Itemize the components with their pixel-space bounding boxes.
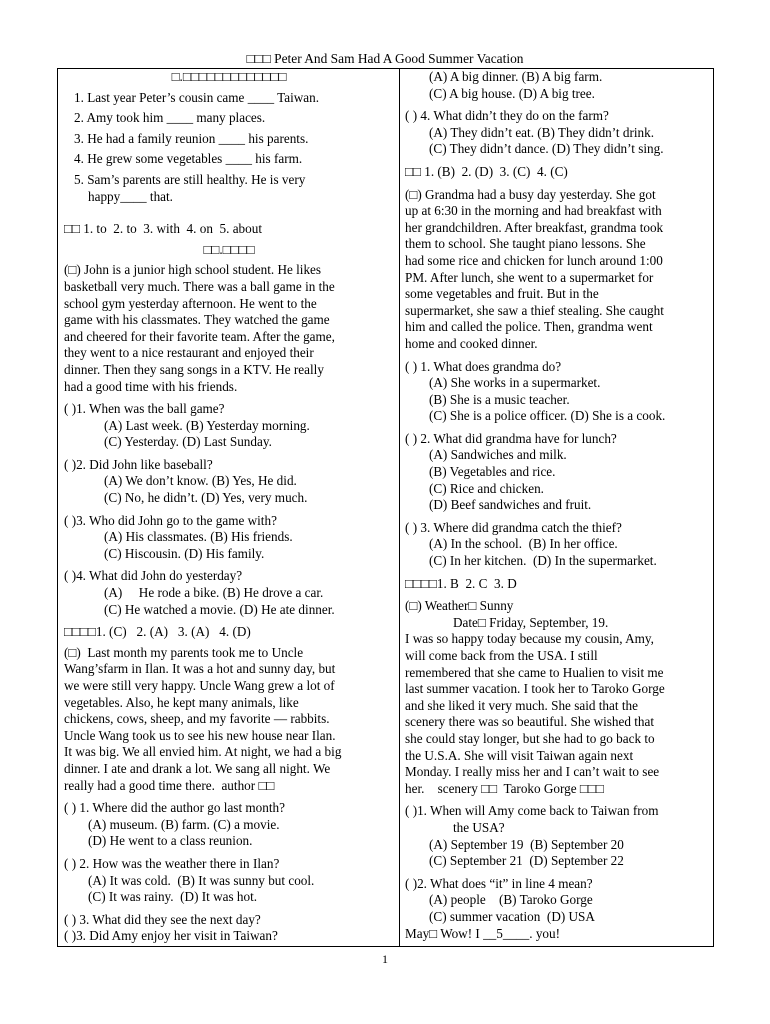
option-line: (C) September 21 (D) September 22	[429, 853, 624, 869]
passage-line: May□ Wow! I __5____. you!	[405, 925, 561, 941]
question-line-cont: the USA?	[453, 819, 505, 835]
question-line: ( ) 3. Where did grandma catch the thief?	[405, 519, 622, 535]
passage-line: they went to a nice restaurant and enjoyed their	[64, 345, 314, 361]
option-line: (A) museum. (B) farm. (C) a movie.	[88, 816, 280, 832]
passage-line: (□) John is a junior high school student. He likes	[64, 262, 322, 278]
passage-line: will come back from the USA. I still	[405, 648, 598, 663]
option-line: (C) summer vacation (D) USA	[429, 908, 595, 924]
diary-weather: (□) Weather□ Sunny	[405, 598, 514, 614]
passage-line: game with his classmates. They watched the game	[64, 312, 330, 328]
passage-line: had a good time with his friends.	[64, 378, 238, 394]
question-line: ( )1. When was the ball game?	[64, 401, 225, 417]
option-line: (A) September 19 (B) September 20	[429, 836, 624, 852]
option-line: (B) She is a music teacher.	[429, 391, 570, 407]
option-line: (C) He watched a movie. (D) He ate dinner.	[104, 601, 335, 617]
passage-line: really had a good time there. author □□	[64, 777, 275, 793]
passage-line: some vegetables and fruit. But in the	[405, 286, 599, 302]
option-line: (A) She works in a supermarket.	[429, 375, 601, 391]
option-line: (C) They didn’t dance. (D) They didn’t sing.	[429, 141, 664, 157]
passage-line: she could stay longer, but she had to go back to	[405, 730, 655, 746]
option-line: (C) Yesterday. (D) Last Sunday.	[104, 434, 272, 450]
option-line: (C) Rice and chicken.	[429, 480, 544, 496]
answer-key: □□ 1. to 2. to 3. with 4. on 5. about	[64, 221, 262, 237]
question-line: ( ) 2. How was the weather there in Ilan?	[64, 855, 280, 871]
fill-item: 3. He had a family reunion ____ his parents.	[74, 130, 309, 146]
page-number: 1	[382, 952, 388, 966]
question-line: ( )1. When will Amy come back to Taiwan from	[405, 803, 659, 819]
section-heading-reading: □□.□□□□	[203, 241, 255, 257]
option-line: (B) Vegetables and rice.	[429, 464, 556, 480]
fill-item: 5. Sam’s parents are still healthy. He is very	[74, 171, 306, 187]
passage-line: remembered that she came to Hualien to visit me	[405, 664, 664, 680]
document-title: □□□ Peter And Sam Had A Good Summer Vacation	[246, 51, 524, 66]
option-line: (A) We don’t know. (B) Yes, He did.	[104, 473, 297, 489]
passage-line: Wang’sfarm in Ilan. It was a hot and sunny day, but	[64, 661, 336, 677]
passage-line: and cheered for their favorite team. After the game,	[64, 328, 335, 344]
left-column	[64, 69, 394, 945]
option-line: (A) A big dinner. (B) A big farm.	[429, 69, 603, 84]
passage-line: we were still very happy. Uncle Wang grew a lot of	[64, 678, 335, 693]
option-line: (D) Beef sandwiches and fruit.	[429, 497, 592, 513]
question-line: ( ) 4. What didn’t they do on the farm?	[405, 108, 609, 124]
option-line: (C) Hiscousin. (D) His family.	[104, 545, 265, 561]
passage-line: I was so happy today because my cousin, Amy,	[405, 631, 654, 647]
option-line: (C) It was rainy. (D) It was hot.	[88, 889, 258, 905]
option-line: (C) No, he didn’t. (D) Yes, very much.	[104, 490, 308, 506]
passage-line: It was big. We all envied him. At night, we had a big	[64, 744, 342, 760]
passage-line: him and called the police. Then, grandma went	[405, 319, 653, 335]
option-line: (A) His classmates. (B) His friends.	[104, 529, 293, 545]
question-line: ( )4. What did John do yesterday?	[64, 568, 243, 584]
option-line: (C) In her kitchen. (D) In the supermarket.	[429, 553, 657, 569]
passage-line: them to school. She taught piano lessons. She	[405, 236, 646, 252]
question-line: ( )2. What does “it” in line 4 mean?	[405, 875, 593, 891]
column-divider	[399, 68, 400, 947]
passage-line: basketball very much. There was a ball game in the	[64, 278, 335, 294]
passage-line: home and cooked dinner.	[405, 335, 538, 351]
answer-key: □□ 1. (B) 2. (D) 3. (C) 4. (C)	[405, 163, 568, 179]
question-line: ( )2. Did John like baseball?	[64, 456, 213, 472]
option-line: (A) Last week. (B) Yesterday morning.	[104, 417, 310, 433]
passage-line: dinner. Then they sang songs in a KTV. He really	[64, 361, 324, 377]
passage-line: Uncle Wang took us to see his new house near Ilan.	[64, 727, 336, 743]
passage-line: supermarket, she saw a thief stealing. She caught	[405, 302, 664, 318]
question-line: ( ) 1. Where did the author go last month?	[64, 800, 285, 816]
answer-key: □□□□1. B 2. C 3. D	[405, 575, 517, 591]
passage-line: had some rice and chicken for lunch around 1:00	[405, 252, 663, 268]
option-line: (A) In the school. (B) In her office.	[429, 536, 618, 552]
option-line: (A) They didn’t eat. (B) They didn’t drink.	[429, 124, 655, 140]
question-line: ( ) 2. What did grandma have for lunch?	[405, 430, 617, 446]
section-heading-fill-in: □.□□□□□□□□□□□□□	[171, 69, 287, 84]
passage-line: (□) Last month my parents took me to Uncle	[64, 644, 304, 660]
question-line: ( )3. Did Amy enjoy her visit in Taiwan?	[64, 928, 278, 944]
diary-date: Date□ Friday, September, 19.	[453, 614, 609, 630]
fill-item-cont: happy____ that.	[88, 188, 173, 204]
passage-line: and she liked it very much. She said that the	[405, 697, 638, 713]
passage-line: her grandchildren. After breakfast, grandma took	[405, 219, 664, 235]
question-line: ( ) 3. What did they see the next day?	[64, 911, 261, 927]
option-line: (A) Sandwiches and milk.	[429, 447, 567, 463]
fill-item: 1. Last year Peter’s cousin came ____ Taiwan.	[74, 89, 320, 105]
passage-line: up at 6:30 in the morning and had breakfast with	[405, 203, 662, 219]
option-line: (A) It was cold. (B) It was sunny but cool.	[88, 872, 315, 888]
question-line: ( ) 1. What does grandma do?	[405, 358, 562, 374]
passage-line: vegetables. Also, he kept many animals, like	[64, 694, 299, 710]
passage-line: her. scenery □□ Taroko Gorge □□□	[405, 780, 604, 796]
option-line: (C) She is a police officer. (D) She is a cook.	[429, 408, 666, 424]
question-line: ( )3. Who did John go to the game with?	[64, 512, 277, 528]
option-line: (D) He went to a class reunion.	[88, 833, 253, 849]
option-line: (C) A big house. (D) A big tree.	[429, 85, 595, 101]
passage-line: scenery there was so beautiful. She wished that	[405, 714, 655, 730]
passage-line: the U.S.A. She will visit Taiwan again next	[405, 747, 634, 763]
passage-line: (□) Grandma had a busy day yesterday. She got	[405, 186, 656, 202]
passage-line: Monday. I really miss her and I can’t wait to see	[405, 764, 660, 780]
passage-line: school gym yesterday afternoon. He went to the	[64, 295, 317, 311]
passage-line: PM. After lunch, she went to a supermarket for	[405, 269, 654, 285]
option-line: (A) He rode a bike. (B) He drove a car.	[104, 585, 324, 601]
option-line: (A) people (B) Taroko Gorge	[429, 892, 593, 908]
right-column	[405, 69, 709, 942]
passage-line: chickens, cows, sheep, and my favorite — rabbits.	[64, 711, 330, 727]
fill-item: 4. He grew some vegetables ____ his farm.	[74, 151, 303, 167]
fill-item: 2. Amy took him ____ many places.	[74, 110, 266, 126]
passage-line: last summer vacation. I took her to Taroko Gorge	[405, 681, 665, 697]
answer-key: □□□□1. (C) 2. (A) 3. (A) 4. (D)	[64, 624, 251, 640]
passage-line: dinner. I ate and drank a lot. We sang all night. We	[64, 760, 331, 776]
